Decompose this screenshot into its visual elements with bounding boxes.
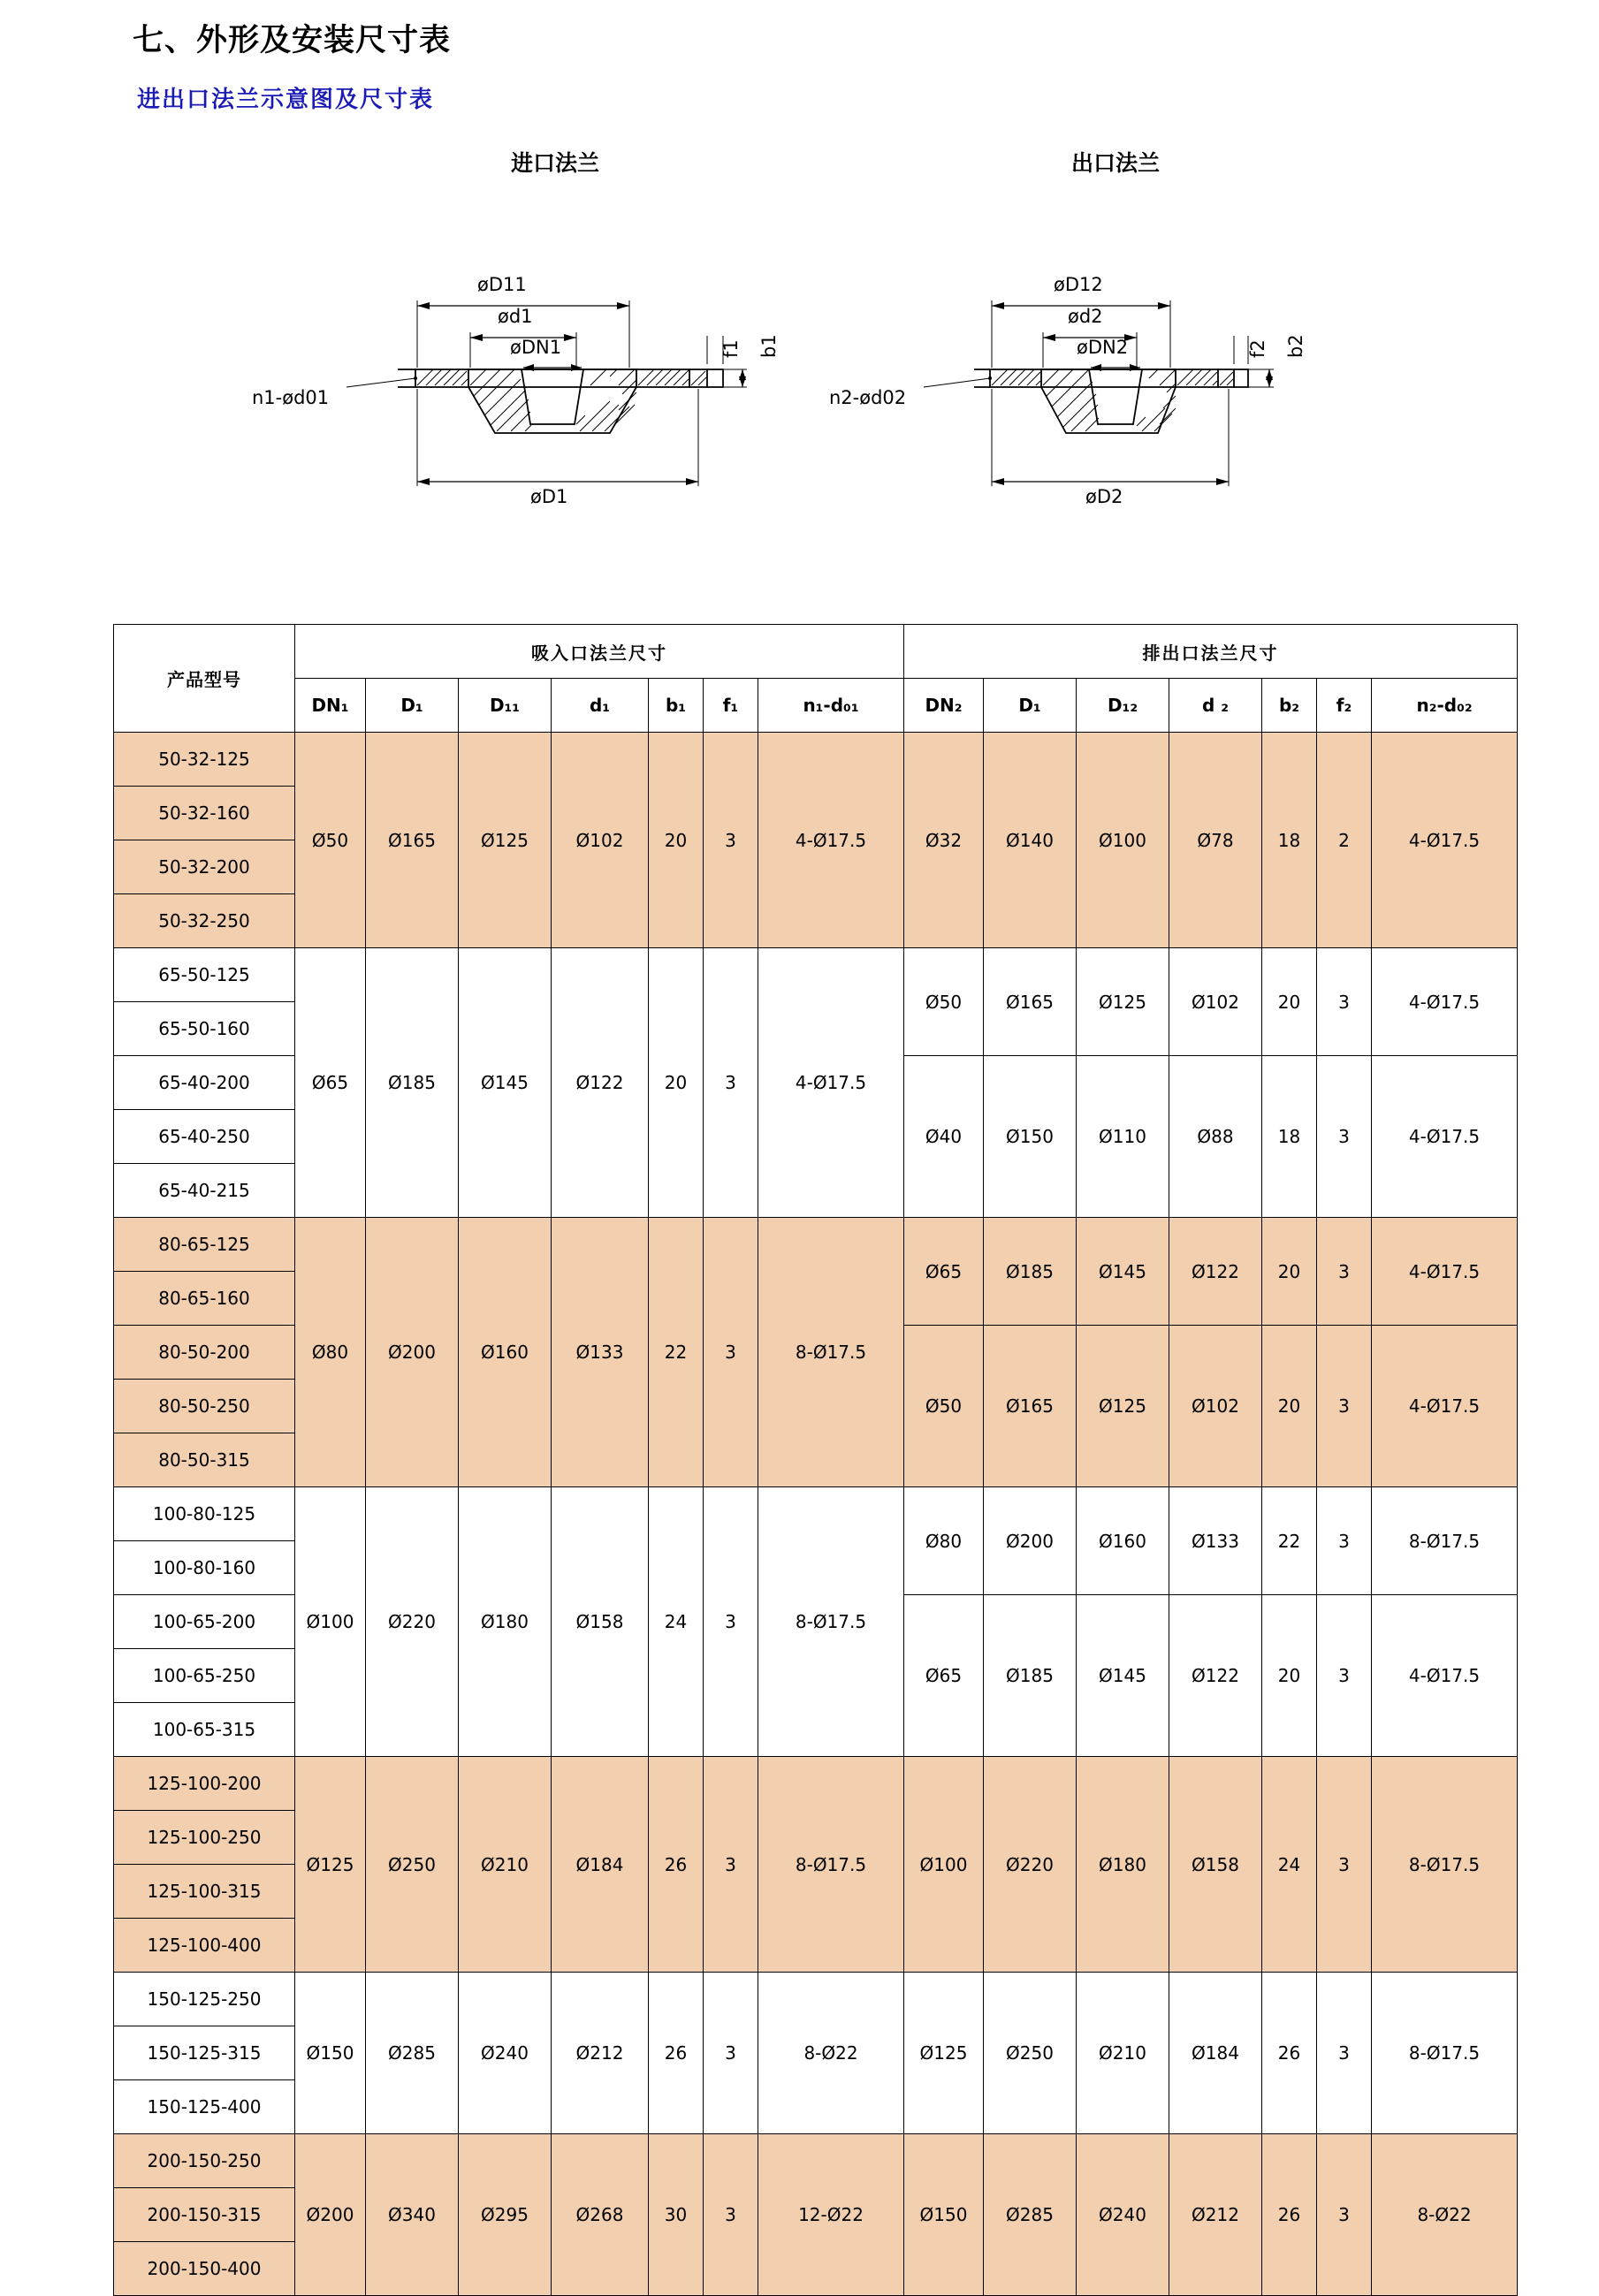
outlet-dim-d12: øD12: [1054, 274, 1103, 295]
cell-product-model: 125-100-200: [114, 1757, 295, 1811]
cell-suction-f: 3: [704, 1973, 758, 2134]
table-row: [114, 1973, 1518, 2026]
table-body: [114, 625, 1518, 2296]
header-suction-col-1: D₁: [366, 679, 459, 733]
cell-discharge-D1x: Ø210: [1077, 1973, 1169, 2134]
cell-discharge-n: 8-Ø17.5: [1372, 1973, 1518, 2134]
cell-product-model: 100-65-200: [114, 1595, 295, 1649]
cell-suction-b: 20: [649, 733, 704, 948]
cell-discharge-n: 8-Ø17.5: [1372, 1757, 1518, 1973]
cell-discharge-D1x: Ø110: [1077, 1056, 1169, 1218]
flange-diagram-svg: [0, 133, 1599, 530]
cell-suction-D1x: Ø210: [459, 1757, 552, 1973]
cell-product-model: 100-65-315: [114, 1703, 295, 1757]
outlet-flange-caption: 出口法兰: [1071, 151, 1161, 176]
table-row: [114, 948, 1518, 1002]
cell-discharge-DN: Ø125: [904, 1973, 984, 2134]
cell-suction-D: Ø220: [366, 1487, 459, 1757]
header-suction-col-3: d₁: [552, 679, 649, 733]
cell-product-model: 150-125-250: [114, 1973, 295, 2026]
cell-discharge-b: 24: [1262, 1757, 1317, 1973]
cell-discharge-D: Ø165: [984, 948, 1077, 1056]
cell-suction-b: 20: [649, 948, 704, 1218]
cell-suction-D: Ø200: [366, 1218, 459, 1487]
header-discharge-col-0: DN₂: [904, 679, 984, 733]
header-discharge-col-6: n₂-d₀₂: [1372, 679, 1518, 733]
outlet-dim-f2: f2: [1247, 339, 1268, 358]
cell-discharge-d: Ø102: [1169, 948, 1262, 1056]
cell-discharge-DN: Ø40: [904, 1056, 984, 1218]
header-suction-col-4: b₁: [649, 679, 704, 733]
cell-discharge-DN: Ø100: [904, 1757, 984, 1973]
cell-product-model: 200-150-315: [114, 2188, 295, 2242]
header-discharge-col-1: D₁: [984, 679, 1077, 733]
cell-discharge-DN: Ø80: [904, 1487, 984, 1595]
cell-discharge-D1x: Ø145: [1077, 1595, 1169, 1757]
cell-suction-D: Ø250: [366, 1757, 459, 1973]
cell-discharge-n: 4-Ø17.5: [1372, 1056, 1518, 1218]
cell-product-model: 65-50-125: [114, 948, 295, 1002]
header-suction-col-0: DN₁: [295, 679, 366, 733]
dimension-table: [113, 624, 1518, 2296]
cell-suction-DN: Ø100: [295, 1487, 366, 1757]
cell-discharge-b: 18: [1262, 733, 1317, 948]
cell-discharge-n: 4-Ø17.5: [1372, 1326, 1518, 1487]
cell-suction-f: 3: [704, 948, 758, 1218]
cell-suction-D1x: Ø125: [459, 733, 552, 948]
header-discharge-group: 排出口法兰尺寸: [904, 625, 1518, 679]
cell-discharge-f: 3: [1317, 1326, 1372, 1487]
cell-discharge-f: 3: [1317, 1595, 1372, 1757]
cell-suction-b: 26: [649, 1973, 704, 2134]
header-discharge-col-5: f₂: [1317, 679, 1372, 733]
cell-discharge-D: Ø140: [984, 733, 1077, 948]
table-header-row-columns: [114, 679, 1518, 733]
cell-discharge-n: 4-Ø17.5: [1372, 948, 1518, 1056]
cell-discharge-d: Ø122: [1169, 1218, 1262, 1326]
inlet-dim-d11: øD11: [477, 274, 527, 295]
cell-suction-f: 3: [704, 1487, 758, 1757]
outlet-dim-d2-big: øD2: [1085, 486, 1123, 507]
section-subtitle: 进出口法兰示意图及尺寸表: [137, 86, 435, 112]
outlet-dim-n2-d02: n2-ød02: [829, 387, 907, 408]
cell-suction-D1x: Ø180: [459, 1487, 552, 1757]
cell-product-model: 100-80-160: [114, 1541, 295, 1595]
cell-discharge-d: Ø133: [1169, 1487, 1262, 1595]
cell-discharge-D: Ø285: [984, 2134, 1077, 2296]
cell-suction-D: Ø165: [366, 733, 459, 948]
cell-suction-D1x: Ø145: [459, 948, 552, 1218]
cell-discharge-b: 18: [1262, 1056, 1317, 1218]
cell-suction-d: Ø122: [552, 948, 649, 1218]
section-title: 七、外形及安装尺寸表: [133, 23, 452, 57]
cell-discharge-DN: Ø65: [904, 1218, 984, 1326]
cell-discharge-DN: Ø150: [904, 2134, 984, 2296]
inlet-dim-f1: f1: [720, 339, 742, 358]
cell-discharge-f: 3: [1317, 2134, 1372, 2296]
cell-suction-b: 22: [649, 1218, 704, 1487]
header-suction-col-5: f₁: [704, 679, 758, 733]
cell-discharge-D: Ø165: [984, 1326, 1077, 1487]
cell-product-model: 150-125-400: [114, 2080, 295, 2134]
cell-discharge-D: Ø185: [984, 1595, 1077, 1757]
cell-suction-D: Ø340: [366, 2134, 459, 2296]
cell-discharge-b: 22: [1262, 1487, 1317, 1595]
cell-discharge-D: Ø150: [984, 1056, 1077, 1218]
flange-drawings: [0, 133, 1599, 530]
cell-product-model: 125-100-315: [114, 1865, 295, 1919]
cell-discharge-d: Ø88: [1169, 1056, 1262, 1218]
cell-discharge-D1x: Ø160: [1077, 1487, 1169, 1595]
cell-suction-DN: Ø80: [295, 1218, 366, 1487]
cell-suction-n: 8-Ø17.5: [758, 1487, 904, 1757]
outlet-dim-b2: b2: [1285, 334, 1306, 358]
cell-discharge-n: 4-Ø17.5: [1372, 1595, 1518, 1757]
cell-discharge-D1x: Ø125: [1077, 1326, 1169, 1487]
table-row: [114, 1218, 1518, 1272]
cell-discharge-b: 26: [1262, 1973, 1317, 2134]
cell-suction-b: 30: [649, 2134, 704, 2296]
cell-suction-D: Ø185: [366, 948, 459, 1218]
header-discharge-col-4: b₂: [1262, 679, 1317, 733]
cell-discharge-n: 8-Ø22: [1372, 2134, 1518, 2296]
cell-product-model: 200-150-250: [114, 2134, 295, 2188]
cell-discharge-DN: Ø50: [904, 948, 984, 1056]
cell-product-model: 100-80-125: [114, 1487, 295, 1541]
cell-suction-D1x: Ø160: [459, 1218, 552, 1487]
cell-product-model: 100-65-250: [114, 1649, 295, 1703]
cell-discharge-b: 20: [1262, 1595, 1317, 1757]
cell-discharge-D: Ø200: [984, 1487, 1077, 1595]
cell-product-model: 80-65-125: [114, 1218, 295, 1272]
cell-product-model: 50-32-160: [114, 787, 295, 840]
cell-discharge-DN: Ø50: [904, 1326, 984, 1487]
cell-discharge-f: 3: [1317, 1757, 1372, 1973]
cell-product-model: 125-100-400: [114, 1919, 295, 1973]
cell-suction-d: Ø133: [552, 1218, 649, 1487]
inlet-dim-n1-d01: n1-ød01: [252, 387, 330, 408]
cell-suction-DN: Ø125: [295, 1757, 366, 1973]
cell-product-model: 80-50-200: [114, 1326, 295, 1380]
cell-discharge-d: Ø78: [1169, 733, 1262, 948]
header-product-model: 产品型号: [114, 625, 295, 733]
cell-product-model: 80-65-160: [114, 1272, 295, 1326]
cell-discharge-f: 3: [1317, 1487, 1372, 1595]
cell-discharge-n: 4-Ø17.5: [1372, 733, 1518, 948]
cell-discharge-n: 8-Ø17.5: [1372, 1487, 1518, 1595]
cell-discharge-d: Ø158: [1169, 1757, 1262, 1973]
cell-product-model: 65-40-200: [114, 1056, 295, 1110]
table-row: [114, 733, 1518, 787]
table-row: [114, 1757, 1518, 1811]
cell-discharge-d: Ø102: [1169, 1326, 1262, 1487]
cell-suction-f: 3: [704, 733, 758, 948]
cell-discharge-D1x: Ø125: [1077, 948, 1169, 1056]
header-discharge-col-2: D₁₂: [1077, 679, 1169, 733]
cell-discharge-D: Ø220: [984, 1757, 1077, 1973]
cell-discharge-b: 26: [1262, 2134, 1317, 2296]
header-suction-col-6: n₁-d₀₁: [758, 679, 904, 733]
cell-suction-f: 3: [704, 2134, 758, 2296]
cell-suction-n: 12-Ø22: [758, 2134, 904, 2296]
cell-suction-d: Ø158: [552, 1487, 649, 1757]
cell-discharge-b: 20: [1262, 1218, 1317, 1326]
cell-suction-n: 4-Ø17.5: [758, 948, 904, 1218]
cell-suction-DN: Ø150: [295, 1973, 366, 2134]
cell-suction-n: 8-Ø17.5: [758, 1757, 904, 1973]
cell-suction-f: 3: [704, 1757, 758, 1973]
cell-discharge-D: Ø185: [984, 1218, 1077, 1326]
header-suction-col-2: D₁₁: [459, 679, 552, 733]
outlet-dim-d2-small: ød2: [1068, 306, 1103, 327]
cell-suction-d: Ø212: [552, 1973, 649, 2134]
cell-suction-DN: Ø200: [295, 2134, 366, 2296]
cell-suction-n: 8-Ø22: [758, 1973, 904, 2134]
table-row: [114, 1487, 1518, 1541]
cell-product-model: 65-50-160: [114, 1002, 295, 1056]
cell-discharge-b: 20: [1262, 1326, 1317, 1487]
cell-suction-n: 4-Ø17.5: [758, 733, 904, 948]
cell-discharge-f: 3: [1317, 948, 1372, 1056]
cell-discharge-d: Ø122: [1169, 1595, 1262, 1757]
outlet-dim-dn2: øDN2: [1077, 337, 1129, 358]
dimension-table-wrapper: [113, 624, 1492, 2296]
cell-discharge-f: 3: [1317, 1056, 1372, 1218]
cell-suction-d: Ø184: [552, 1757, 649, 1973]
inlet-dim-d1-small: ød1: [498, 306, 533, 327]
table-row: [114, 2134, 1518, 2188]
cell-product-model: 80-50-250: [114, 1380, 295, 1433]
cell-discharge-D1x: Ø180: [1077, 1757, 1169, 1973]
cell-discharge-f: 3: [1317, 1218, 1372, 1326]
cell-product-model: 65-40-215: [114, 1164, 295, 1218]
header-suction-group: 吸入口法兰尺寸: [295, 625, 904, 679]
cell-product-model: 50-32-200: [114, 840, 295, 894]
cell-discharge-D1x: Ø145: [1077, 1218, 1169, 1326]
inlet-flange-caption: 进口法兰: [511, 151, 600, 176]
cell-discharge-d: Ø212: [1169, 2134, 1262, 2296]
cell-product-model: 50-32-250: [114, 894, 295, 948]
cell-suction-b: 26: [649, 1757, 704, 1973]
table-header-row-groups: [114, 625, 1518, 679]
inlet-dim-b1: b1: [758, 334, 780, 358]
cell-suction-D1x: Ø240: [459, 1973, 552, 2134]
cell-discharge-DN: Ø65: [904, 1595, 984, 1757]
cell-suction-n: 8-Ø17.5: [758, 1218, 904, 1487]
cell-suction-d: Ø102: [552, 733, 649, 948]
cell-suction-DN: Ø65: [295, 948, 366, 1218]
cell-product-model: 65-40-250: [114, 1110, 295, 1164]
inlet-dim-d1-big: øD1: [530, 486, 568, 507]
cell-product-model: 150-125-315: [114, 2026, 295, 2080]
cell-discharge-f: 3: [1317, 1973, 1372, 2134]
cell-product-model: 200-150-400: [114, 2242, 295, 2296]
inlet-dim-dn1: øDN1: [510, 337, 562, 358]
cell-suction-b: 24: [649, 1487, 704, 1757]
cell-suction-D1x: Ø295: [459, 2134, 552, 2296]
cell-discharge-D1x: Ø100: [1077, 733, 1169, 948]
cell-discharge-D1x: Ø240: [1077, 2134, 1169, 2296]
cell-discharge-DN: Ø32: [904, 733, 984, 948]
cell-product-model: 125-100-250: [114, 1811, 295, 1865]
cell-suction-D: Ø285: [366, 1973, 459, 2134]
header-discharge-col-3: d ₂: [1169, 679, 1262, 733]
cell-discharge-d: Ø184: [1169, 1973, 1262, 2134]
cell-suction-f: 3: [704, 1218, 758, 1487]
cell-discharge-f: 2: [1317, 733, 1372, 948]
cell-suction-d: Ø268: [552, 2134, 649, 2296]
cell-suction-DN: Ø50: [295, 733, 366, 948]
cell-discharge-b: 20: [1262, 948, 1317, 1056]
cell-discharge-n: 4-Ø17.5: [1372, 1218, 1518, 1326]
cell-product-model: 50-32-125: [114, 733, 295, 787]
cell-discharge-D: Ø250: [984, 1973, 1077, 2134]
cell-product-model: 80-50-315: [114, 1433, 295, 1487]
